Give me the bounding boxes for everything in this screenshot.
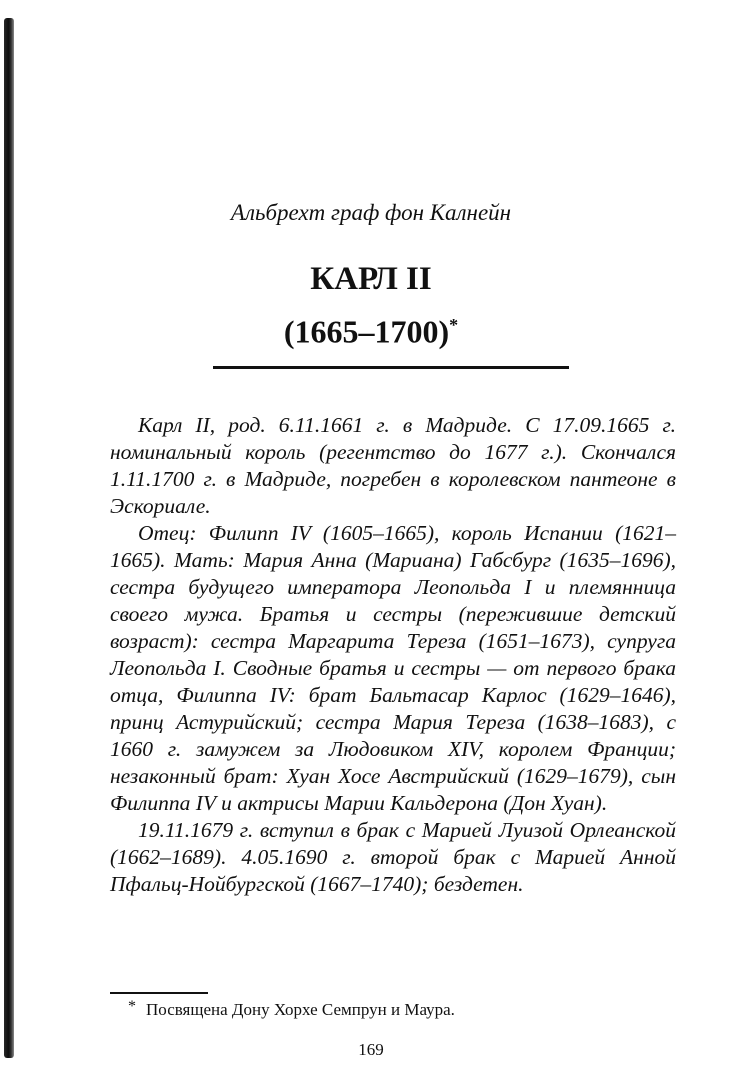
footnote-text: Посвящена Дону Хорхе Семпрун и Маура.	[146, 1000, 455, 1019]
chapter-title	[0, 256, 742, 355]
title-years-line	[0, 302, 742, 355]
book-spine-edge	[0, 0, 22, 1086]
body-text	[110, 412, 676, 898]
author-line: Альбрехт граф фон Калнейн	[230, 200, 512, 225]
footnote-mark: *	[128, 998, 136, 1015]
footnote	[128, 1000, 455, 1020]
title-footnote-mark: *	[449, 315, 459, 335]
title-divider	[213, 366, 569, 369]
title-name: КАРЛ II	[310, 261, 432, 297]
paragraph-marriage: 19.11.1679 г. вступил в брак с Марией Луизой Орлеанской (1662–1689). 4.05.1690 г. второй брак с Марией Анной Пфальц-Нойбургской (1667–1740); бездетен.	[110, 818, 676, 896]
paragraph-birth: Карл II, род. 6.11.1661 г. в Мадриде. С 17.09.1665 г. номинальный король (регентство до 1677 г.). Скончался 1.11.1700 г. в Мадриде, погребен в королевском пантеоне в Эскориале.	[110, 413, 676, 518]
footnote-divider	[110, 992, 208, 994]
title-years: (1665–1700)	[283, 313, 450, 350]
page-number: 169	[358, 1040, 384, 1059]
paragraph-family: Отец: Филипп IV (1605–1665), король Испании (1621–1665). Мать: Мария Анна (Мариана) Габсбург (1635–1696), сестра будущего императора Леопольда I и племянница своего мужа. Братья и сестры (пережившие детский возраст): сестра Маргарита Тереза (1651–1673), супруга Леопольда I. Сводные братья и сестры — от первого брака отца, Филиппа IV: брат Бальтасар Карлос (1629–1646), принц Астурийский; сестра Мария Тереза (1638–1683), с 1660 г. замужем за Людовиком XIV, королем Франции; незаконный брат: Хуан Хосе Австрийский (1629–1679), сын Филиппа IV и актрисы Марии Кальдерона (Дон Хуан).	[110, 521, 676, 815]
spine-shadow	[4, 18, 14, 1058]
